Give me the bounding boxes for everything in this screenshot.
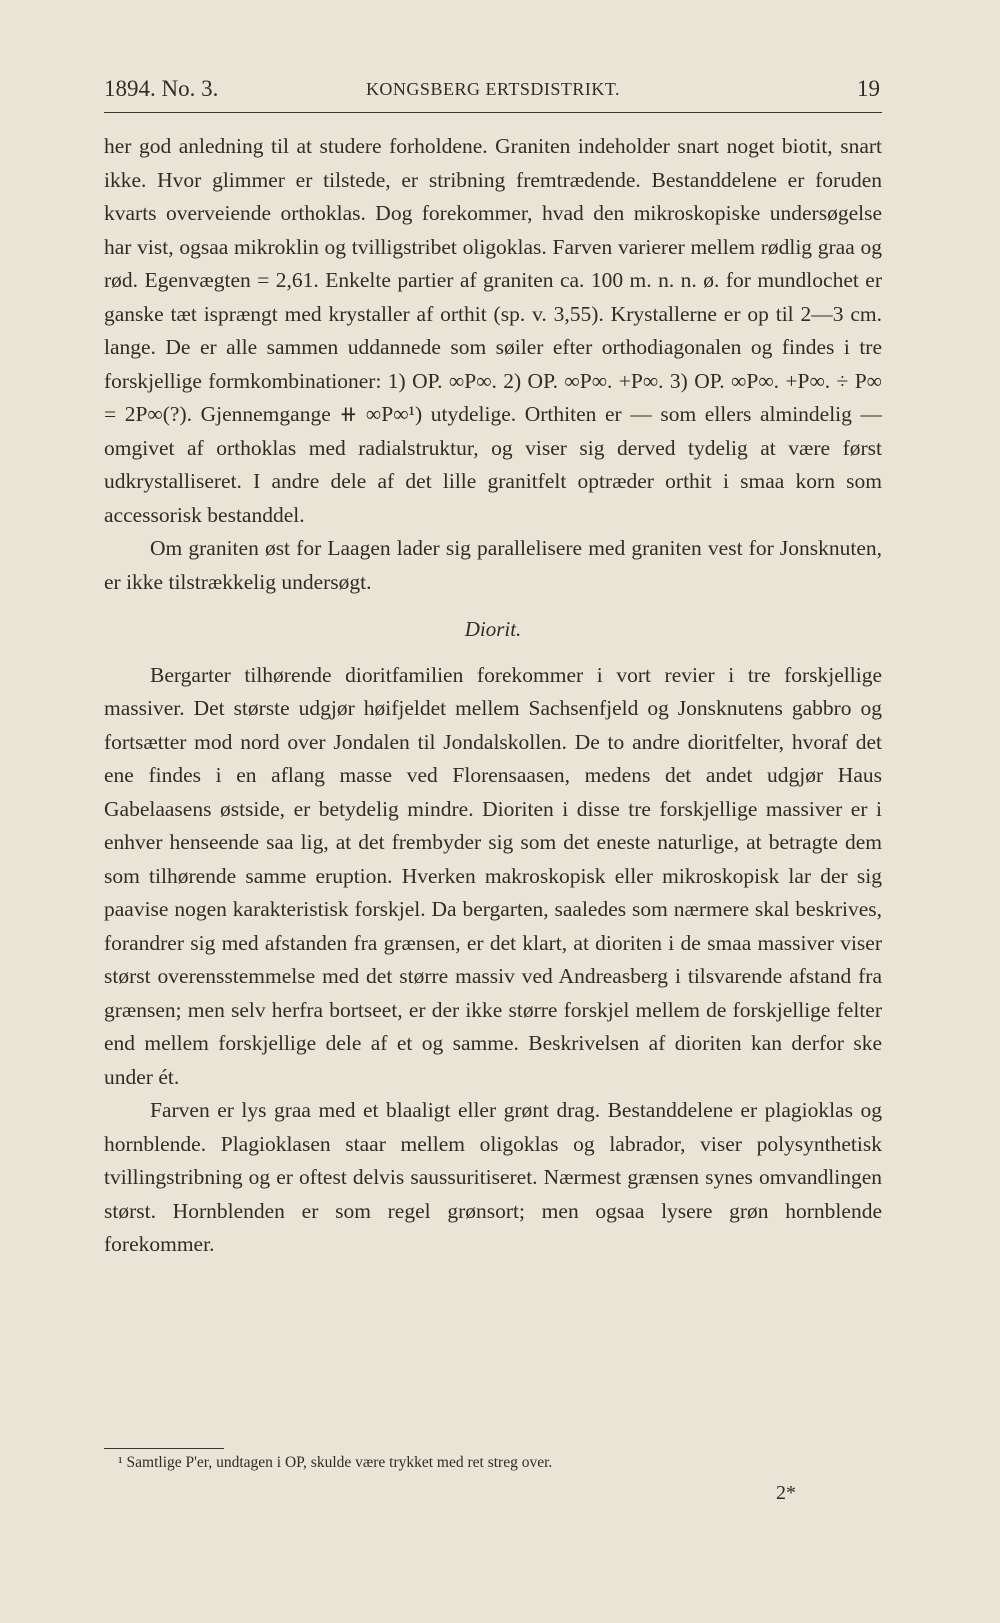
footnote-divider [104, 1448, 224, 1449]
paragraph: Farven er lys graa med et blaaligt eller grønt drag. Bestanddelene er plagioklas og hornblende. Plagioklasen staar mellem oligoklas og labrador, viser polysynthetisk tvillingstribning og er oftest delvis saussuritiseret. Nærmest grænsen synes omvandlingen størst. Hornblenden er som regel grønsort; men ogsaa lysere grøn hornblende forekommer. [104, 1098, 882, 1256]
paragraph: her god anledning til at studere forholdene. Graniten indeholder snart noget biotit, snart ikke. Hvor glimmer er tilstede, er stribning fremtrædende. Bestanddelene er foruden kvarts overveiende orthoklas. Dog forekommer, hvad den mikroskopiske undersøgelse har vist, ogsaa mikroklin og tvilligstribet oligoklas. Farven varierer mellem rødlig graa og rød. Egenvægten = 2,61. Enkelte partier af graniten ca. 100 m. n. n. ø. for mundlochet er ganske tæt isprængt med krystaller af orthit (sp. v. 3,55). Krystallerne er op til 2—3 cm. lange. De er alle sammen uddannede som søiler efter orthodiagonalen og findes i tre forskjellige formkombinationer: 1) OP. ∞P∞. 2) OP. ∞P∞. +P∞. 3) OP. ∞P∞. +P∞. ÷ P∞ = 2P∞(?). Gjennemgange ⧺ ∞P∞¹) utydelige. Orthiten er — som ellers almindelig — omgivet af orthoklas med radialstruktur, og viser sig derved tydelig at være først udkrystalliseret. I andre dele af det lille granitfelt optræder orthit i smaa korn som accessorisk bestanddel. [104, 134, 882, 527]
paragraph: Om graniten øst for Laagen lader sig parallelisere med graniten vest for Jonsknuten, er ikke tilstrækkelig undersøgt. [104, 536, 882, 594]
running-title: KONGSBERG ERTSDISTRIKT. [365, 79, 621, 99]
footnote: ¹ Samtlige P'er, undtagen i OP, skulde være trykket med ret streg over. [118, 1454, 553, 1471]
page-number: 19 [857, 76, 880, 101]
section-heading: Diorit. [464, 617, 522, 641]
issue-number: 1894. No. 3. [104, 76, 219, 101]
running-header [104, 76, 882, 113]
body-text [104, 130, 882, 1262]
signature-mark: 2* [776, 1482, 796, 1504]
paragraph: Bergarter tilhørende dioritfamilien forekommer i vort revier i tre forskjellige massiver. Det største udgjør høifjeldet mellem Sachsenfjeld og Jonsknutens gabbro og fortsætter mod nord over Jondalen til Jondalskollen. De to andre dioritfelter, hvoraf det ene findes i en aflang masse ved Florensaasen, medens det andet udgjør Haus Gabelaasens østside, er betydelig mindre. Dioriten i disse tre forskjellige massiver er i enhver henseende saa lig, at det frembyder sig som det eneste naturlige, at betragte dem som tilhørende samme eruption. Hverken makroskopisk eller mikroskopisk lar der sig paavise nogen karakteristisk forskjel. Da bergarten, saaledes som nærmere skal beskrives, forandrer sig med afstanden fra grænsen, er det klart, at dioriten i de smaa massiver viser størst overensstemmelse med det større massiv ved Andreasberg i tilsvarende afstand fra grænsen; men selv herfra bortseet, er der ikke større forskjel mellem de forskjellige felter end mellem forskjellige dele af et og samme. Beskrivelsen af dioriten kan derfor ske under ét. [104, 662, 882, 1089]
